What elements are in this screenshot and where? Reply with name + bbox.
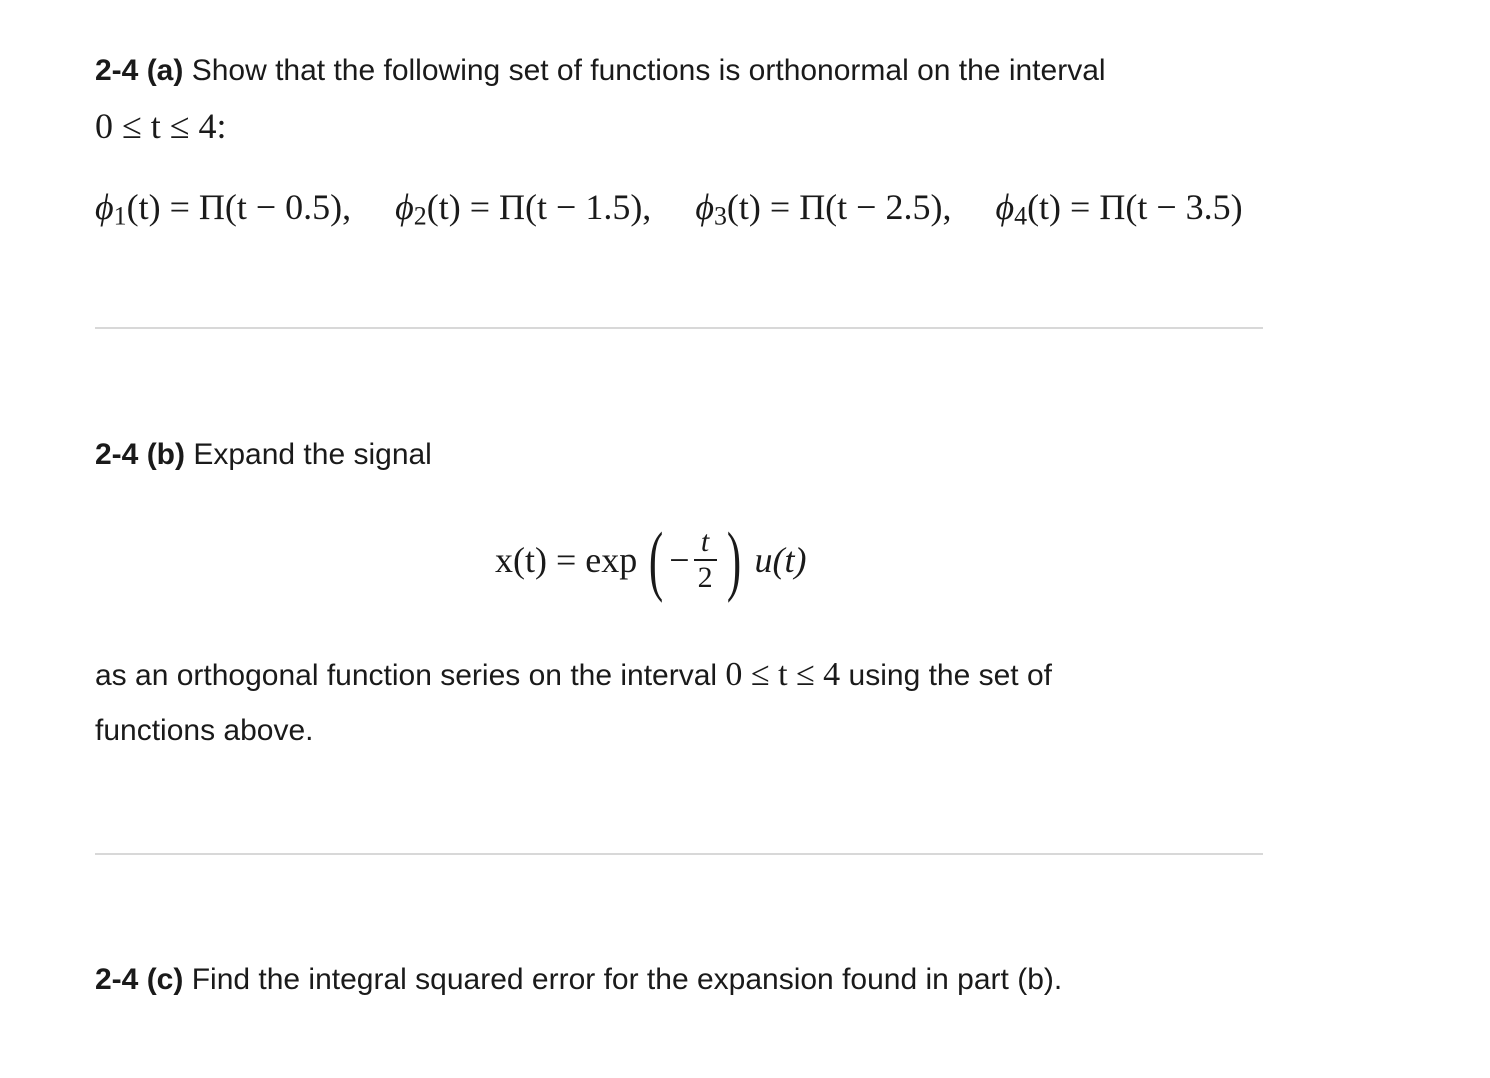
phi-index: 2 [413, 201, 427, 231]
part-b-line-3 [95, 703, 313, 759]
function-phi-4 [995, 186, 1242, 232]
section-divider [95, 327, 1263, 329]
part-b-interval: 0 ≤ t ≤ 4 [725, 656, 841, 693]
part-a-interval-text: 0 ≤ t ≤ 4: [95, 106, 227, 146]
section-divider [95, 853, 1263, 855]
part-c-line [95, 952, 1062, 1008]
phi-symbol: ϕ [395, 187, 414, 227]
part-b-line-2 [95, 647, 1052, 704]
phi-symbol: ϕ [995, 187, 1015, 227]
equation-rhs: u(t) [754, 540, 807, 580]
part-b-line [95, 427, 432, 483]
part-a-line [95, 43, 1106, 99]
phi-definition: (t) = Π(t − 1.5), [426, 187, 652, 227]
part-c-text: Find the integral squared error for the expansion found in part (b). [191, 963, 1063, 996]
fraction [694, 525, 717, 595]
equation-lhs: x(t) = exp [495, 540, 638, 580]
left-paren: ( [649, 516, 664, 603]
fraction-numerator: t [694, 525, 717, 561]
part-b-text3: functions above. [95, 714, 314, 747]
phi-symbol: ϕ [95, 187, 114, 227]
part-b-text: Expand the signal [193, 438, 432, 471]
part-a-interval [95, 105, 227, 147]
part-a-label: 2-4 (a) [95, 54, 184, 87]
part-b-label: 2-4 (b) [95, 438, 185, 471]
function-phi-3 [695, 186, 951, 232]
function-phi-1 [95, 186, 351, 232]
phi-index: 3 [713, 201, 727, 231]
equation-minus: − [669, 540, 690, 580]
fraction-denominator: 2 [697, 561, 713, 594]
part-b-text2-after: using the set of [848, 659, 1052, 692]
part-b-text2-before: as an orthogonal function series on the interval [95, 659, 718, 692]
function-set [95, 186, 1475, 232]
phi-index: 4 [1014, 201, 1028, 231]
phi-definition: (t) = Π(t − 3.5) [1027, 187, 1243, 227]
phi-definition: (t) = Π(t − 2.5), [726, 187, 952, 227]
part-a-text: Show that the following set of functions is orthonormal on the interval [191, 54, 1106, 87]
part-c-label: 2-4 (c) [95, 963, 184, 996]
right-paren: ) [726, 516, 741, 603]
function-phi-2 [395, 186, 651, 232]
phi-index: 1 [113, 201, 127, 231]
phi-symbol: ϕ [695, 187, 714, 227]
signal-equation [495, 515, 807, 605]
phi-definition: (t) = Π(t − 0.5), [126, 187, 352, 227]
